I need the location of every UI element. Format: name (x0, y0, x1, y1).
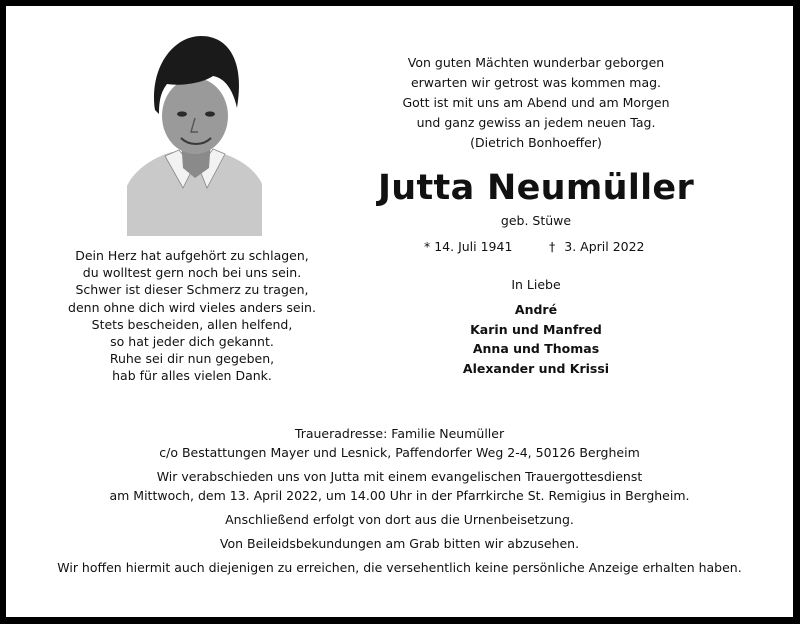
closing-note: Wir hoffen hiermit auch diejenigen zu erreichen, die versehentlich keine persönliche Anzeige erhalten haben. (57, 560, 742, 575)
mourner-name: Anna und Thomas (472, 341, 600, 356)
death-date-block (549, 239, 645, 255)
condolence-note: Von Beileidsbekundungen am Grab bitten wir abzusehen. (219, 536, 580, 551)
quote-line: Gott ist mit uns am Abend und am Morgen (402, 95, 670, 110)
poem-line: Dein Herz hat aufgehört zu schlagen, (75, 248, 309, 263)
memorial-poem (46, 247, 338, 385)
quote-author: (Dietrich Bonhoeffer) (470, 135, 602, 150)
deceased-name: Jutta Neumüller (377, 168, 695, 208)
mourner-name: André (514, 302, 558, 317)
poem-line: Ruhe sei dir nun gegeben, (109, 351, 275, 367)
birth-date: * 14. Juli 1941 (424, 239, 513, 254)
death-date: 3. April 2022 (564, 239, 645, 254)
obituary-page (6, 6, 793, 617)
poem-line: Stets bescheiden, allen helfend, (91, 316, 293, 332)
mourner-name: Alexander und Krissi (462, 360, 610, 376)
poem-line: so hat jeder dich gekannt. (110, 334, 274, 350)
mourning-address (6, 424, 793, 462)
portrait-photo (127, 28, 262, 236)
address-line: Traueradresse: Familie Neumüller (294, 426, 505, 441)
quote-line: Von guten Mächten wunderbar geborgen (407, 55, 665, 70)
quote-line: und ganz gewiss an jedem neuen Tag. (416, 115, 656, 130)
quote-line: erwarten wir getrost was kommen mag. (410, 75, 662, 90)
urn-burial-note: Anschließend erfolgt von dort aus die Urnenbeisetzung. (225, 512, 574, 527)
service-info (6, 467, 793, 505)
mourners-intro: In Liebe (511, 277, 561, 292)
bonhoeffer-quote (386, 53, 686, 153)
mourners-list (426, 300, 646, 378)
poem-line: Schwer ist dieser Schmerz zu tragen, (75, 282, 309, 298)
mourner-name: Karin und Manfred (470, 321, 602, 337)
service-line: Wir verabschieden uns von Jutta mit einem evangelischen Trauergottesdienst (156, 469, 643, 484)
service-line: am Mittwoch, dem 13. April 2022, um 14.00 Uhr in der Pfarrkirche St. Remigius in Bergheim. (109, 488, 690, 503)
funeral-details (6, 424, 793, 582)
maiden-name: geb. Stüwe (500, 213, 572, 228)
poem-line: denn ohne dich wird vieles anders sein. (68, 299, 316, 315)
address-line: c/o Bestattungen Mayer und Lesnick, Paffendorfer Weg 2-4, 50126 Bergheim (159, 445, 640, 460)
poem-line: hab für alles vielen Dank. (112, 368, 272, 384)
cross-icon: † (549, 239, 556, 254)
poem-line: du wolltest gern noch bei uns sein. (82, 265, 302, 281)
